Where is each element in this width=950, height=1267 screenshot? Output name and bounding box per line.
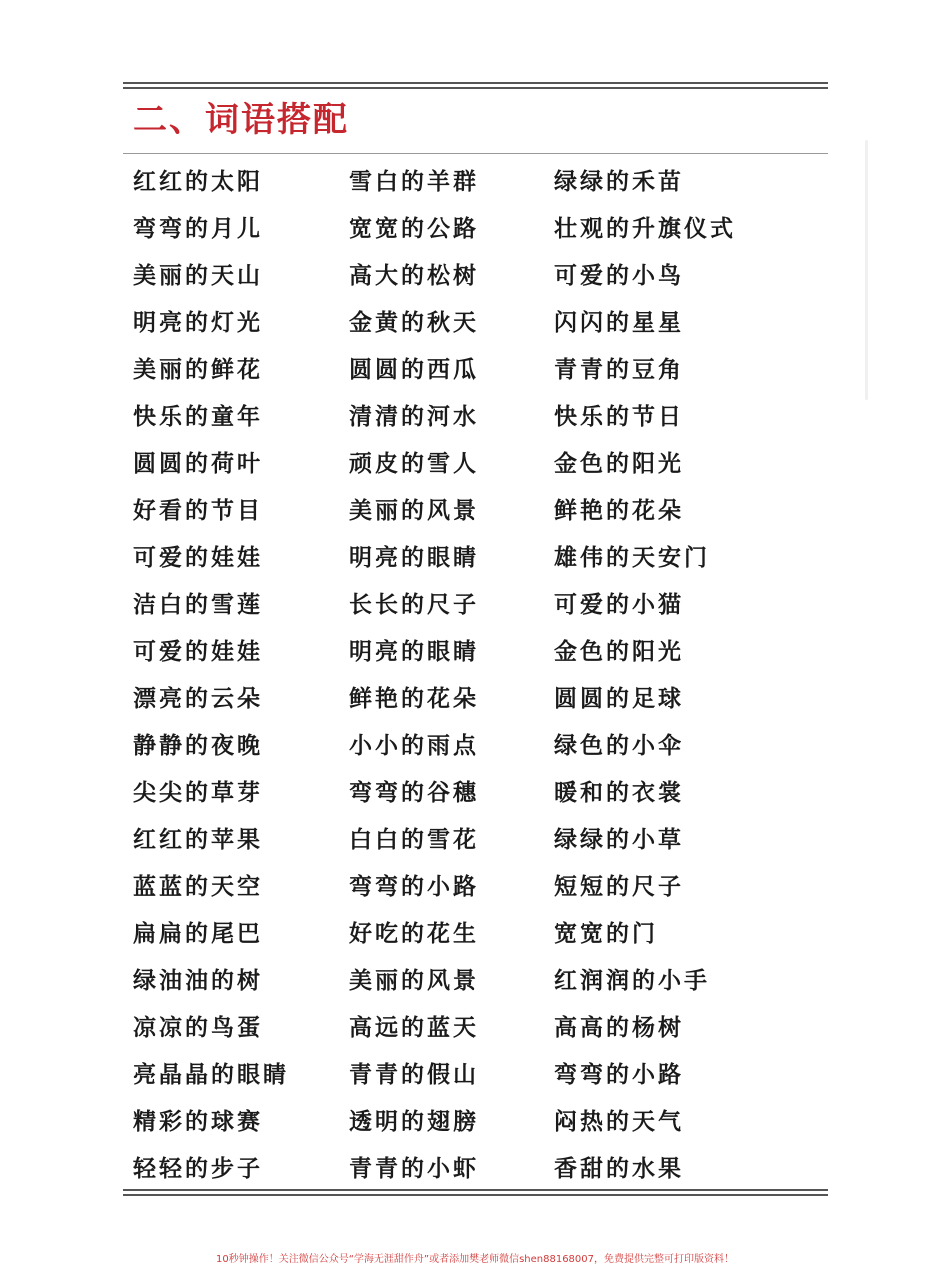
phrase-cell: 绿色的小伞: [554, 732, 684, 759]
phrase-cell: 蓝蓝的天空: [133, 873, 263, 900]
phrase-cell: 高远的蓝天: [349, 1014, 479, 1041]
table-row: [133, 1145, 823, 1192]
phrase-cell: 青青的小虾: [349, 1155, 479, 1182]
table-row: [133, 581, 823, 628]
phrase-cell: 金色的阳光: [554, 638, 684, 665]
table-row: [133, 816, 823, 863]
phrase-cell: 扁扁的尾巴: [133, 920, 263, 947]
phrase-cell: 宽宽的门: [554, 920, 658, 947]
table-row: [133, 158, 823, 205]
phrase-cell: 圆圆的西瓜: [349, 356, 479, 383]
phrase-cell: 青青的假山: [349, 1061, 479, 1088]
table-row: [133, 393, 823, 440]
phrase-cell: 金黄的秋天: [349, 309, 479, 336]
phrase-cell: 快乐的节日: [554, 403, 684, 430]
phrase-cell: 金色的阳光: [554, 450, 684, 477]
phrase-cell: 可爱的小鸟: [554, 262, 684, 289]
phrase-cell: 好看的节目: [133, 497, 263, 524]
phrase-cell: 明亮的灯光: [133, 309, 263, 336]
phrase-cell: 亮晶晶的眼睛: [133, 1061, 289, 1088]
phrase-cell: 精彩的球赛: [133, 1108, 263, 1135]
phrase-cell: 宽宽的公路: [349, 215, 479, 242]
phrase-cell: 闷热的天气: [554, 1108, 684, 1135]
phrase-cell: 清清的河水: [349, 403, 479, 430]
phrase-cell: 白白的雪花: [349, 826, 479, 853]
table-row: [133, 769, 823, 816]
title-underline: [123, 153, 828, 154]
phrase-cell: 高大的松树: [349, 262, 479, 289]
phrase-cell: 可爱的娃娃: [133, 638, 263, 665]
table-row: [133, 534, 823, 581]
phrase-cell: 雄伟的天安门: [554, 544, 710, 571]
word-pair-table: [133, 158, 823, 1192]
phrase-cell: 快乐的童年: [133, 403, 263, 430]
bottom-double-rule: [123, 1189, 828, 1196]
table-row: [133, 205, 823, 252]
phrase-cell: 好吃的花生: [349, 920, 479, 947]
phrase-cell: 漂亮的云朵: [133, 685, 263, 712]
phrase-cell: 尖尖的草芽: [133, 779, 263, 806]
phrase-cell: 顽皮的雪人: [349, 450, 479, 477]
section-title: 二、词语搭配: [133, 100, 349, 140]
phrase-cell: 美丽的风景: [349, 497, 479, 524]
phrase-cell: 雪白的羊群: [349, 168, 479, 195]
phrase-cell: 高高的杨树: [554, 1014, 684, 1041]
table-row: [133, 346, 823, 393]
phrase-cell: 弯弯的谷穗: [349, 779, 479, 806]
table-row: [133, 957, 823, 1004]
phrase-cell: 鲜艳的花朵: [349, 685, 479, 712]
phrase-cell: 洁白的雪莲: [133, 591, 263, 618]
phrase-cell: 美丽的天山: [133, 262, 263, 289]
table-row: [133, 1098, 823, 1145]
phrase-cell: 小小的雨点: [349, 732, 479, 759]
table-row: [133, 487, 823, 534]
phrase-cell: 美丽的鲜花: [133, 356, 263, 383]
phrase-cell: 长长的尺子: [349, 591, 479, 618]
phrase-cell: 明亮的眼睛: [349, 638, 479, 665]
phrase-cell: 鲜艳的花朵: [554, 497, 684, 524]
phrase-cell: 可爱的娃娃: [133, 544, 263, 571]
phrase-cell: 红润润的小手: [554, 967, 710, 994]
phrase-cell: 短短的尺子: [554, 873, 684, 900]
phrase-cell: 美丽的风景: [349, 967, 479, 994]
phrase-cell: 凉凉的鸟蛋: [133, 1014, 263, 1041]
phrase-cell: 绿绿的小草: [554, 826, 684, 853]
table-row: [133, 440, 823, 487]
phrase-cell: 轻轻的步子: [133, 1155, 263, 1182]
phrase-cell: 圆圆的荷叶: [133, 450, 263, 477]
table-row: [133, 628, 823, 675]
phrase-cell: 红红的苹果: [133, 826, 263, 853]
phrase-cell: 弯弯的月儿: [133, 215, 263, 242]
phrase-cell: 圆圆的足球: [554, 685, 684, 712]
table-row: [133, 863, 823, 910]
phrase-cell: 红红的太阳: [133, 168, 263, 195]
table-row: [133, 1051, 823, 1098]
phrase-cell: 壮观的升旗仪式: [554, 215, 736, 242]
phrase-cell: 弯弯的小路: [554, 1061, 684, 1088]
table-row: [133, 299, 823, 346]
phrase-cell: 静静的夜晚: [133, 732, 263, 759]
table-row: [133, 252, 823, 299]
table-row: [133, 1004, 823, 1051]
phrase-cell: 绿绿的禾苗: [554, 168, 684, 195]
phrase-cell: 暖和的衣裳: [554, 779, 684, 806]
phrase-cell: 弯弯的小路: [349, 873, 479, 900]
table-row: [133, 722, 823, 769]
scrollbar-track[interactable]: [865, 140, 868, 400]
phrase-cell: 青青的豆角: [554, 356, 684, 383]
table-row: [133, 910, 823, 957]
phrase-cell: 可爱的小猫: [554, 591, 684, 618]
phrase-cell: 闪闪的星星: [554, 309, 684, 336]
footer-notice: 10秒钟操作！关注微信公众号“学海无涯甜作舟”或者添加樊老师微信shen88168007，免费提供完整可打印版资料！: [215, 1254, 735, 1265]
phrase-cell: 绿油油的树: [133, 967, 263, 994]
table-row: [133, 675, 823, 722]
phrase-cell: 透明的翅膀: [349, 1108, 479, 1135]
phrase-cell: 明亮的眼睛: [349, 544, 479, 571]
phrase-cell: 香甜的水果: [554, 1155, 684, 1182]
top-double-rule: [123, 82, 828, 89]
